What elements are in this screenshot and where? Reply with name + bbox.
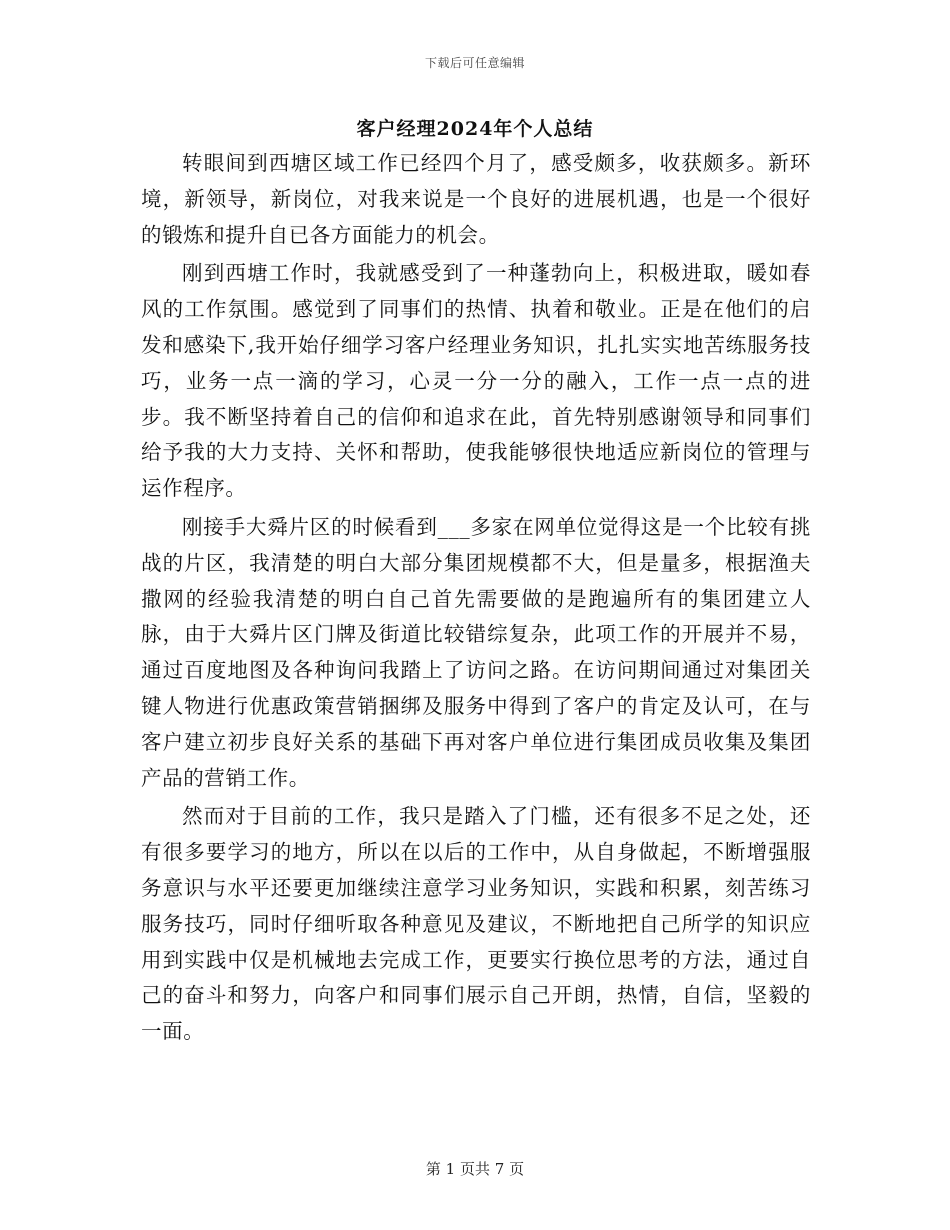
paragraph-1: 转眼间到西塘区域工作已经四个月了，感受颇多，收获颇多。新环境，新领导，新岗位，对我来说是一个良好的进展机遇，也是一个很好的锻炼和提升自已各方面能力的机会。 [141,151,811,247]
document-body [141,146,811,1053]
paragraph-2: 刚到西塘工作时，我就感受到了一种蓬勃向上，积极进取，暖如春风的工作氛围。感觉到了同事们的热情、执着和敬业。正是在他们的启发和感染下,我开始仔细学习客户经理业务知识，扎扎实实地苦练服务技巧，业务一点一滴的学习，心灵一分一分的融入，工作一点一点的进步。我不断坚持着自己的信仰和追求在此，首先特别感谢领导和同事们给予我的大力支持、关怀和帮助，使我能够很快地适应新岗位的管理与运作程序。 [141,261,811,501]
paragraph-4: 然而对于目前的工作，我只是踏入了门槛，还有很多不足之处，还有很多要学习的地方，所以在以后的工作中，从自身做起，不断增强服务意识与水平还要更加继续注意学习业务知识，实践和积累，刻苦练习服务技巧，同时仔细听取各种意见及建议，不断地把自己所学的知识应用到实践中仅是机械地去完成工作，更要实行换位思考的方法，通过自己的奋斗和努力，向客户和同事们展示自己开朗，热情，自信，坚毅的一面。 [141,804,811,1044]
page-number: 第 1 页共 7 页 [425,1160,525,1178]
document-title: 客户经理2024年个人总结 [356,118,594,140]
paragraph-3: 刚接手大舜片区的时候看到___多家在网单位觉得这是一个比较有挑战的片区，我清楚的明白大部分集团规模都不大，但是量多，根据渔夫撒网的经验我清楚的明白自己首先需要做的是跑遍所有的集团建立人脉，由于大舜片区门牌及街道比较错综复杂，此项工作的开展并不易，通过百度地图及各种询问我踏上了访问之路。在访问期间通过对集团关键人物进行优惠政策营销捆绑及服务中得到了客户的肯定及认可，在与客户建立初步良好关系的基础下再对客户单位进行集团成员收集及集团产品的营销工作。 [141,514,811,790]
header-note: 下载后可任意编辑 [424,56,525,70]
